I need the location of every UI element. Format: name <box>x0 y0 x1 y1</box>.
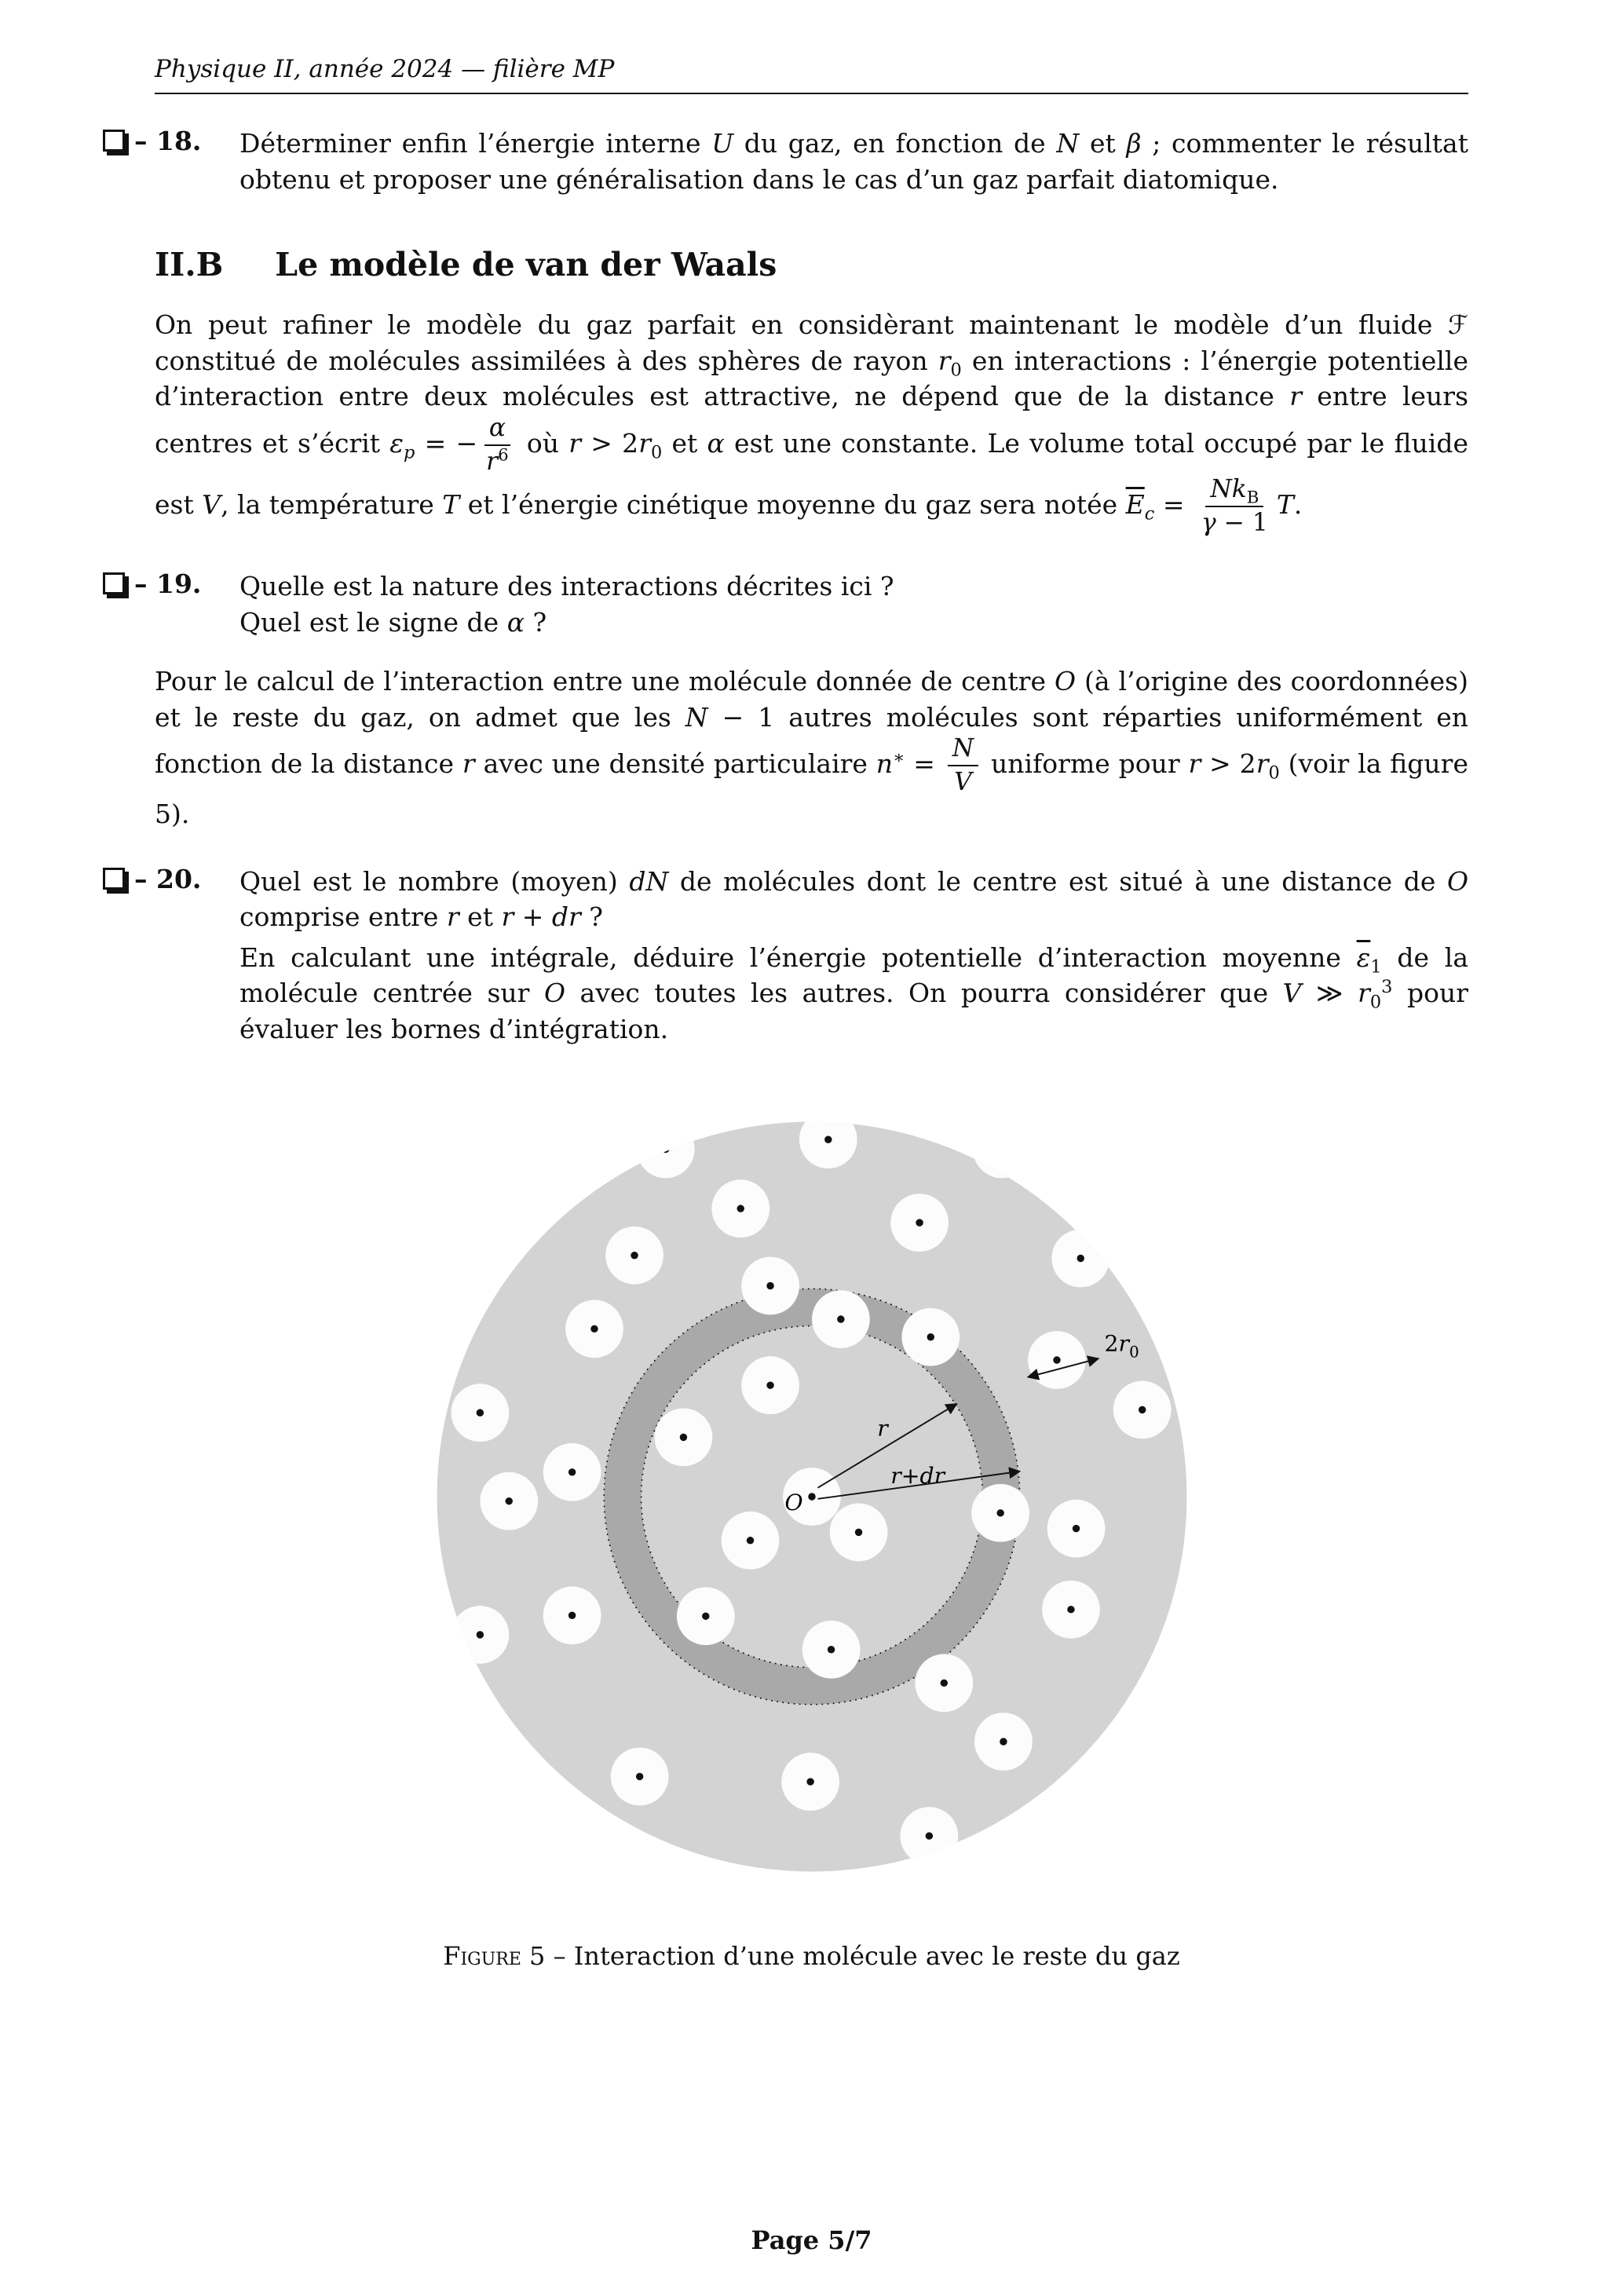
molecule-center-dot <box>737 1205 744 1212</box>
molecule-center-dot <box>927 1333 934 1340</box>
molecule-center-dot <box>766 1381 773 1388</box>
figure-svg <box>404 1088 1220 1905</box>
molecule-center-dot <box>996 1509 1003 1516</box>
figure-5 <box>155 1088 1468 1971</box>
checkbox-icon <box>103 572 125 594</box>
molecule-center-dot <box>998 1145 1005 1152</box>
molecule-center-dot <box>1053 1356 1060 1363</box>
molecule-center-dot <box>925 1832 932 1839</box>
checkbox-icon <box>103 130 125 152</box>
section-heading <box>155 246 1468 283</box>
molecule-center-dot <box>916 1219 923 1226</box>
content <box>0 126 1623 1971</box>
molecule-center-dot <box>806 1778 813 1785</box>
molecule-center-dot <box>476 1631 483 1638</box>
molecule-center-dot <box>568 1468 575 1475</box>
molecule-center-dot <box>1000 1738 1007 1745</box>
molecule-center-dot <box>940 1679 947 1686</box>
molecule <box>636 1120 694 1178</box>
molecule-center-dot <box>476 1409 483 1416</box>
question-18 <box>103 126 1468 197</box>
molecule-center-dot <box>827 1646 834 1653</box>
running-header <box>0 0 1623 94</box>
molecule-center-dot <box>631 1252 638 1259</box>
molecule-center-dot <box>702 1612 709 1619</box>
question-20 <box>103 864 1468 1047</box>
caption-text: – Interaction d’une molécule avec le reste du gaz <box>553 1940 1180 1971</box>
question-20-part1: Quel est le nombre (moyen) dN de molécules dont le centre est situé à une distance de O comprise entre r et r + dr ? <box>239 865 1469 933</box>
molecule-center-dot <box>854 1528 861 1535</box>
page-footer: Page 5/7 <box>751 2225 872 2255</box>
paragraph-model-intro: On peut rafiner le modèle du gaz parfait en considèrant maintenant le modèle d’un fluide ℱ constitué de molécules assimilées à des sphères de rayon $r_0$ en interactions : l’énergie potentielle d’interaction entre deux molécules est attractive, ne dépend que de la distance r entre leurs centres et s’écrit $\varepsilon_p$ = − $\frac{\alpha}{r^6}$ où $r > 2r_0$ et α est une constante. Le volume total occupé par le fluide est V, la température T et l’énergie cinétique moyenne du gaz sera notée $\overline{E}_c$ = $\frac{Nk_B}{\gamma - 1}$ T. <box>155 309 1469 537</box>
molecule <box>973 1120 1031 1178</box>
molecule-center-dot <box>662 1145 669 1152</box>
molecule-center-dot <box>808 1493 815 1500</box>
header-title: Physique II, année 2024 — filière MP <box>155 55 615 83</box>
molecule-center-dot <box>766 1281 773 1289</box>
molecule-center-dot <box>1139 1406 1146 1413</box>
molecule-center-dot <box>746 1537 753 1544</box>
figure-caption <box>155 1941 1468 1971</box>
section-title: Le modèle de van der Waals <box>275 246 777 284</box>
question-18-label <box>103 126 239 197</box>
molecule-center-dot <box>824 1135 832 1143</box>
molecule-center-dot <box>837 1315 844 1322</box>
question-19-body <box>239 569 1468 640</box>
question-19-line1: Quelle est la nature des interactions décrites ici ? <box>239 571 894 602</box>
r-label: r <box>876 1415 888 1442</box>
molecule-center-dot <box>679 1433 686 1440</box>
r-plus-dr-label: r+dr <box>890 1462 945 1489</box>
question-number: – 19. <box>134 569 202 600</box>
header-rule <box>155 93 1468 94</box>
question-20-body <box>239 864 1468 1047</box>
question-20-label <box>103 864 239 1047</box>
origin-label: O <box>784 1489 803 1515</box>
two-r0-label: $2r_0$ <box>1104 1330 1139 1361</box>
molecule-center-dot <box>1072 1524 1079 1531</box>
caption-label: Figure 5 <box>443 1940 546 1971</box>
question-19-label <box>103 569 239 640</box>
molecule-center-dot <box>1077 1254 1084 1261</box>
section-number: II.B <box>155 246 224 284</box>
question-number: – 20. <box>134 863 202 894</box>
molecule-center-dot <box>590 1325 598 1332</box>
question-18-body: Déterminer enfin l’énergie interne U du gaz, en fonction de N et β ; commenter le résultat obtenu et proposer une généralisation dans le cas d’un gaz parfait diatomique. <box>239 128 1468 195</box>
question-number: – 18. <box>134 126 202 156</box>
molecule-center-dot <box>568 1611 575 1618</box>
question-19 <box>103 569 1468 640</box>
question-20-part2: En calculant une intégrale, déduire l’énergie potentielle d’interaction moyenne $\overline{\varepsilon}_1$ de la molécule centrée sur O avec toutes les autres. On pourra considérer que V ≫ $r_0^3$ pour évaluer les bornes d’intégration. <box>239 941 1468 1044</box>
molecule-center-dot <box>505 1497 512 1504</box>
molecule-center-dot <box>1067 1606 1074 1613</box>
checkbox-icon <box>103 868 125 890</box>
paragraph-interaction: Pour le calcul de l’interaction entre une molécule donnée de centre O (à l’origine des coordonnées) et le reste du gaz, on admet que les N − 1 autres molécules sont réparties uniformément en fonction de la distance r avec une densité particulaire n∗ = $\frac{N}{V}$ uniforme pour $r > 2r_0$ (voir la figure 5). <box>155 666 1468 830</box>
question-19-line2: Quel est le signe de α ? <box>239 606 547 638</box>
molecule-center-dot <box>635 1772 642 1779</box>
